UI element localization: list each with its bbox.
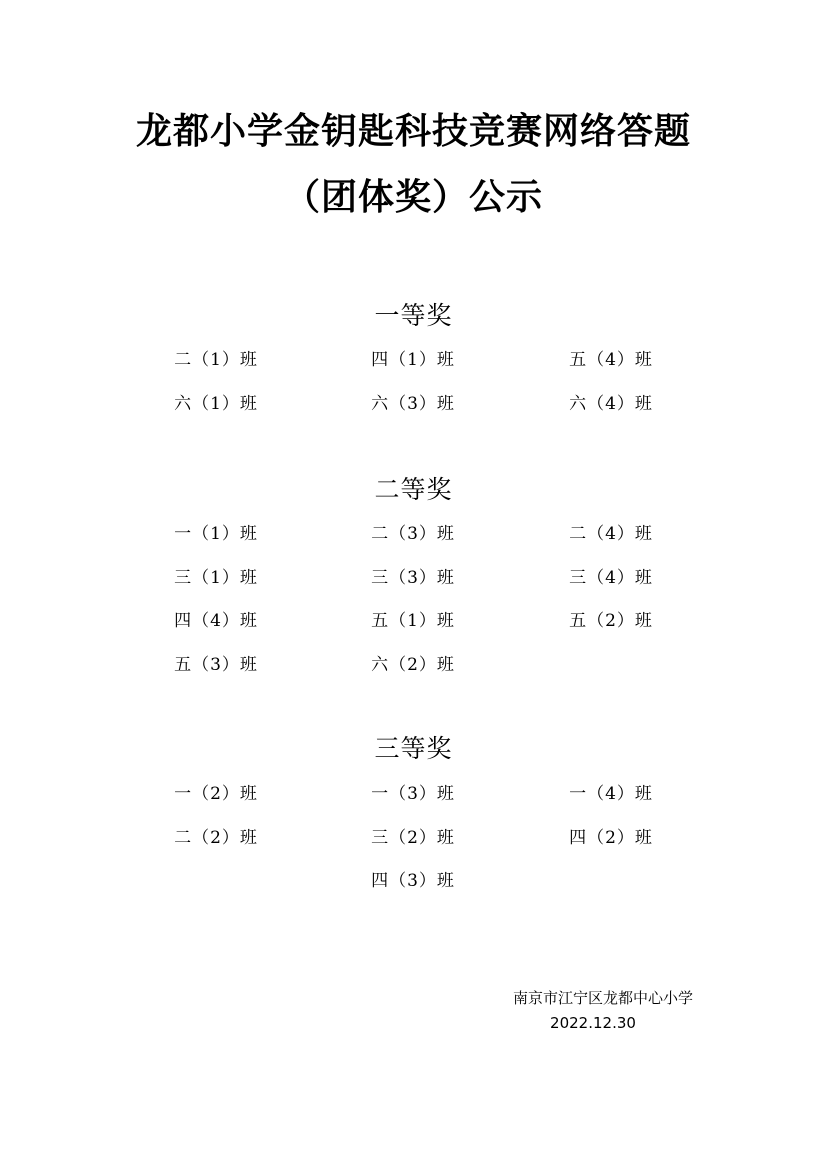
class-name: 三（2）班 [371,827,455,848]
class-name: 三（1）班 [174,567,258,588]
class-name: 五（3）班 [174,654,258,675]
first-prize-heading: 一等奖 [374,301,453,330]
page-subtitle: （团体奖）公示 [283,177,543,218]
class-row [0,827,827,871]
second-prize-heading: 二等奖 [374,475,453,504]
third-prize-heading: 三等奖 [374,734,453,763]
class-name: 一（3）班 [371,784,455,804]
class-row [0,870,827,914]
third-prize-class-list [0,783,827,914]
class-row [0,349,827,393]
class-name: 四（2）班 [569,827,653,848]
class-row [0,610,827,654]
class-name: 六（2）班 [371,654,455,675]
class-row [0,654,827,698]
class-name: 四（1）班 [371,350,455,370]
second-prize-class-list [0,523,827,697]
class-row [0,523,827,567]
class-name: 五（1）班 [371,611,455,631]
class-name: 六（4）班 [569,393,653,414]
class-name: 一（1）班 [174,524,258,544]
issuer-school-name: 南京市江宁区龙都中心小学 [512,989,693,1007]
class-row [0,783,827,827]
class-name: 二（2）班 [174,827,258,848]
issue-date: 2022.12.30 [550,1014,636,1032]
class-name: 三（3）班 [371,567,455,588]
class-name: 五（4）班 [569,350,653,370]
page-title: 龙都小学金钥匙科技竞赛网络答题 [135,111,691,152]
class-name: 三（4）班 [569,567,653,588]
class-name: 二（1）班 [174,350,258,370]
class-name: 五（2）班 [569,611,653,631]
class-name: 六（1）班 [174,393,258,414]
class-name: 四（4）班 [174,611,258,631]
class-row [0,393,827,437]
class-name: 二（3）班 [371,524,455,544]
class-name: 二（4）班 [569,524,653,544]
class-name: 六（3）班 [371,393,455,414]
class-name: 一（2）班 [174,784,258,804]
first-prize-class-list [0,349,827,436]
class-row [0,567,827,611]
class-name: 四（3）班 [371,871,455,891]
class-name: 一（4）班 [569,784,653,804]
